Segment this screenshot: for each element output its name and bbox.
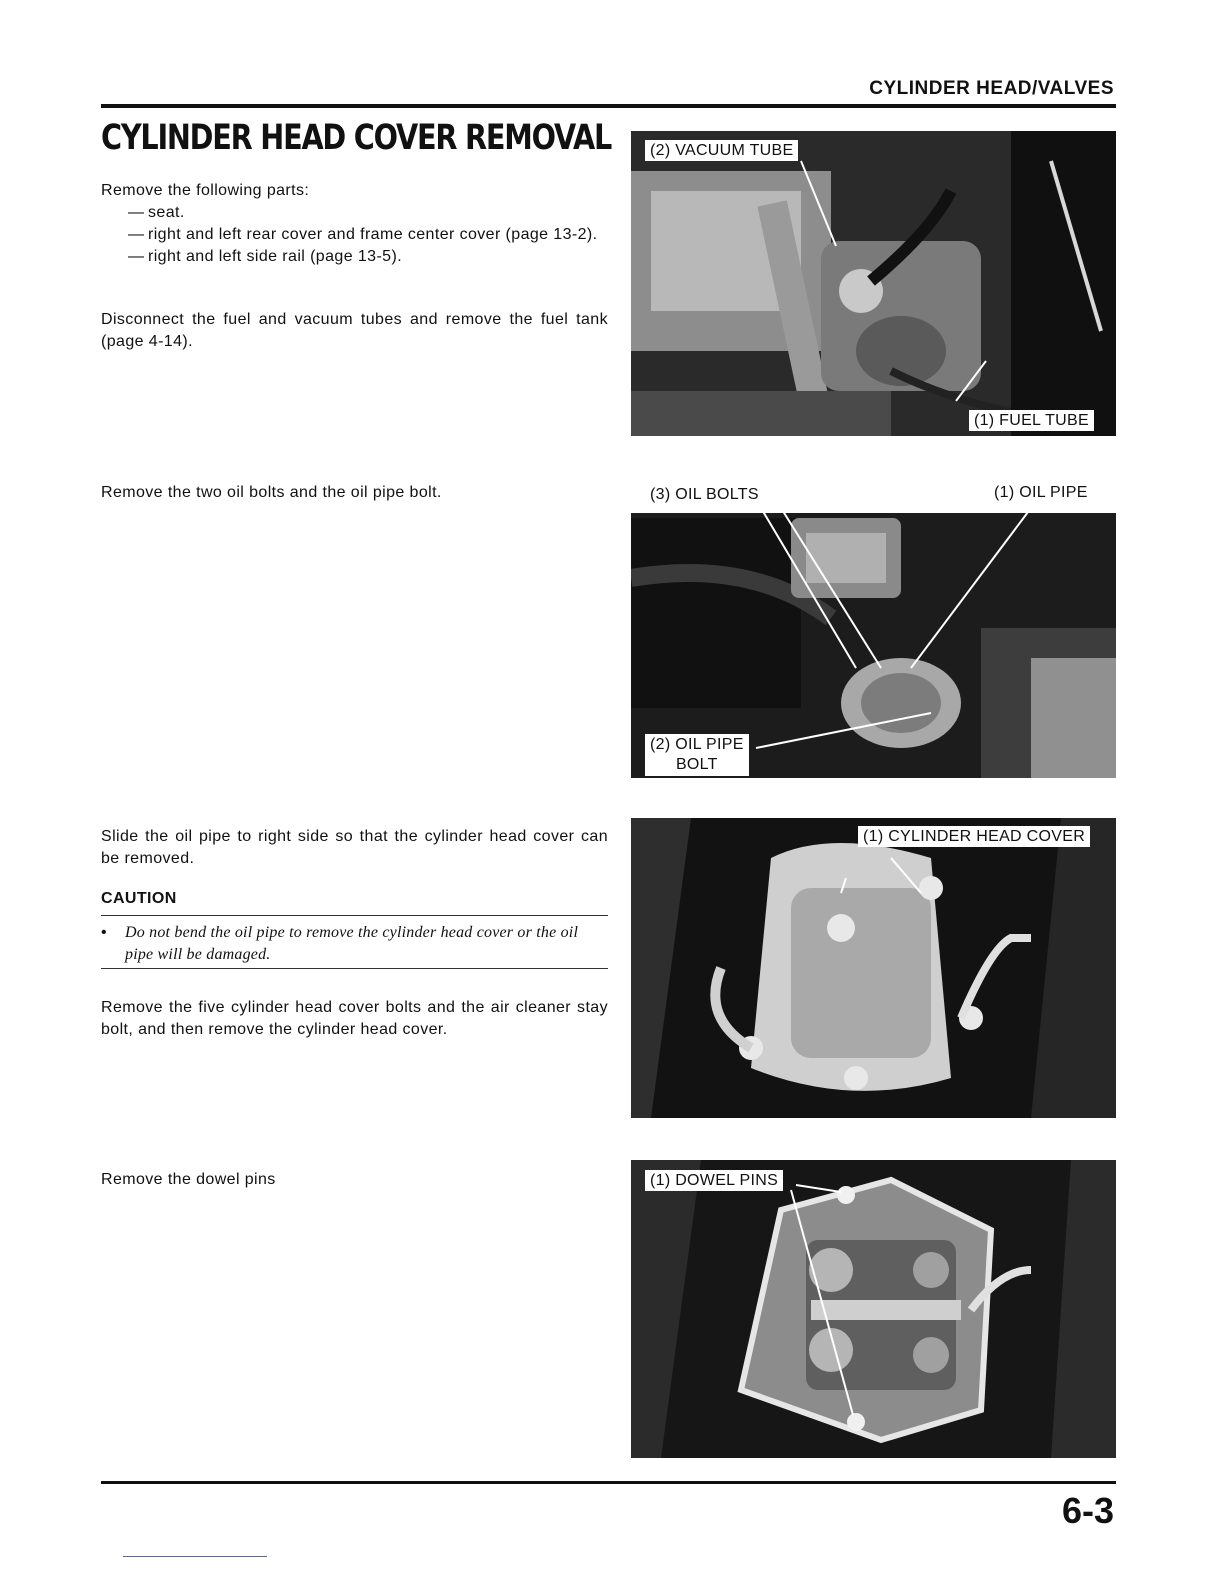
caution-label: CAUTION bbox=[101, 890, 177, 907]
section-title: CYLINDER HEAD/VALVES bbox=[869, 78, 1114, 99]
dowel-pins-photo bbox=[631, 1160, 1116, 1458]
oil-bolts-step: Remove the two oil bolts and the oil pipe bolt. bbox=[101, 484, 442, 501]
caution-top-rule bbox=[101, 915, 608, 916]
fuel-tube-callout: (1) FUEL TUBE bbox=[969, 410, 1094, 431]
oil-bolts-photo bbox=[631, 478, 1116, 778]
oil-bolts-callout: (3) OIL BOLTS bbox=[645, 484, 764, 505]
page-number: 6-3 bbox=[1061, 1490, 1114, 1531]
list-item bbox=[101, 246, 608, 268]
parts-list bbox=[101, 202, 608, 268]
fuel-tube-photo-art bbox=[631, 131, 1116, 436]
head-cover-photo-art bbox=[631, 818, 1116, 1118]
list-item bbox=[101, 202, 608, 224]
parts-intro: Remove the following parts: bbox=[101, 182, 310, 199]
list-item-text: seat. bbox=[148, 204, 185, 221]
caution-bullet: • bbox=[101, 924, 108, 941]
dash-marker: — bbox=[128, 204, 145, 221]
footer-rule bbox=[101, 1481, 1116, 1484]
oil-pipe-callout: (1) OIL PIPE bbox=[989, 482, 1093, 503]
dowel-pins-callout: (1) DOWEL PINS bbox=[645, 1170, 783, 1191]
slide-pipe-step: Slide the oil pipe to right side so that the cylinder head cover can be removed. bbox=[101, 828, 608, 867]
dash-marker: — bbox=[128, 248, 145, 265]
dash-marker: — bbox=[128, 226, 145, 243]
header-rule bbox=[101, 104, 1116, 108]
oil-pipe-bolt-line1: (2) OIL PIPE bbox=[650, 736, 744, 753]
remove-cover-step: Remove the five cylinder head cover bolts and the air cleaner stay bolt, and then remove the cylinder head cover. bbox=[101, 999, 608, 1038]
oil-bolts-photo-art bbox=[631, 478, 1116, 778]
page-heading: CYLINDER HEAD COVER REMOVAL bbox=[101, 118, 612, 158]
fuel-tube-photo bbox=[631, 131, 1116, 436]
parts-list-block bbox=[101, 180, 608, 268]
dowel-step: Remove the dowel pins bbox=[101, 1171, 276, 1188]
list-item-text: right and left rear cover and frame center cover (page 13-2). bbox=[148, 226, 598, 243]
head-cover-callout: (1) CYLINDER HEAD COVER bbox=[858, 826, 1090, 847]
oil-pipe-bolt-line2: BOLT bbox=[675, 756, 718, 773]
disconnect-step: Disconnect the fuel and vacuum tubes and remove the fuel tank (page 4-14). bbox=[101, 311, 608, 350]
oil-pipe-bolt-callout bbox=[645, 734, 749, 776]
list-item bbox=[101, 224, 608, 246]
caution-block bbox=[101, 922, 608, 966]
vacuum-tube-callout: (2) VACUUM TUBE bbox=[645, 140, 798, 161]
head-cover-photo bbox=[631, 818, 1116, 1118]
list-item-text: right and left side rail (page 13-5). bbox=[148, 248, 403, 265]
caution-text: Do not bend the oil pipe to remove the cylinder head cover or the oil pipe will be damaged. bbox=[125, 924, 579, 963]
dowel-pins-photo-art bbox=[631, 1160, 1116, 1458]
caution-bottom-rule bbox=[101, 968, 608, 969]
footer-link-underline bbox=[123, 1556, 267, 1557]
